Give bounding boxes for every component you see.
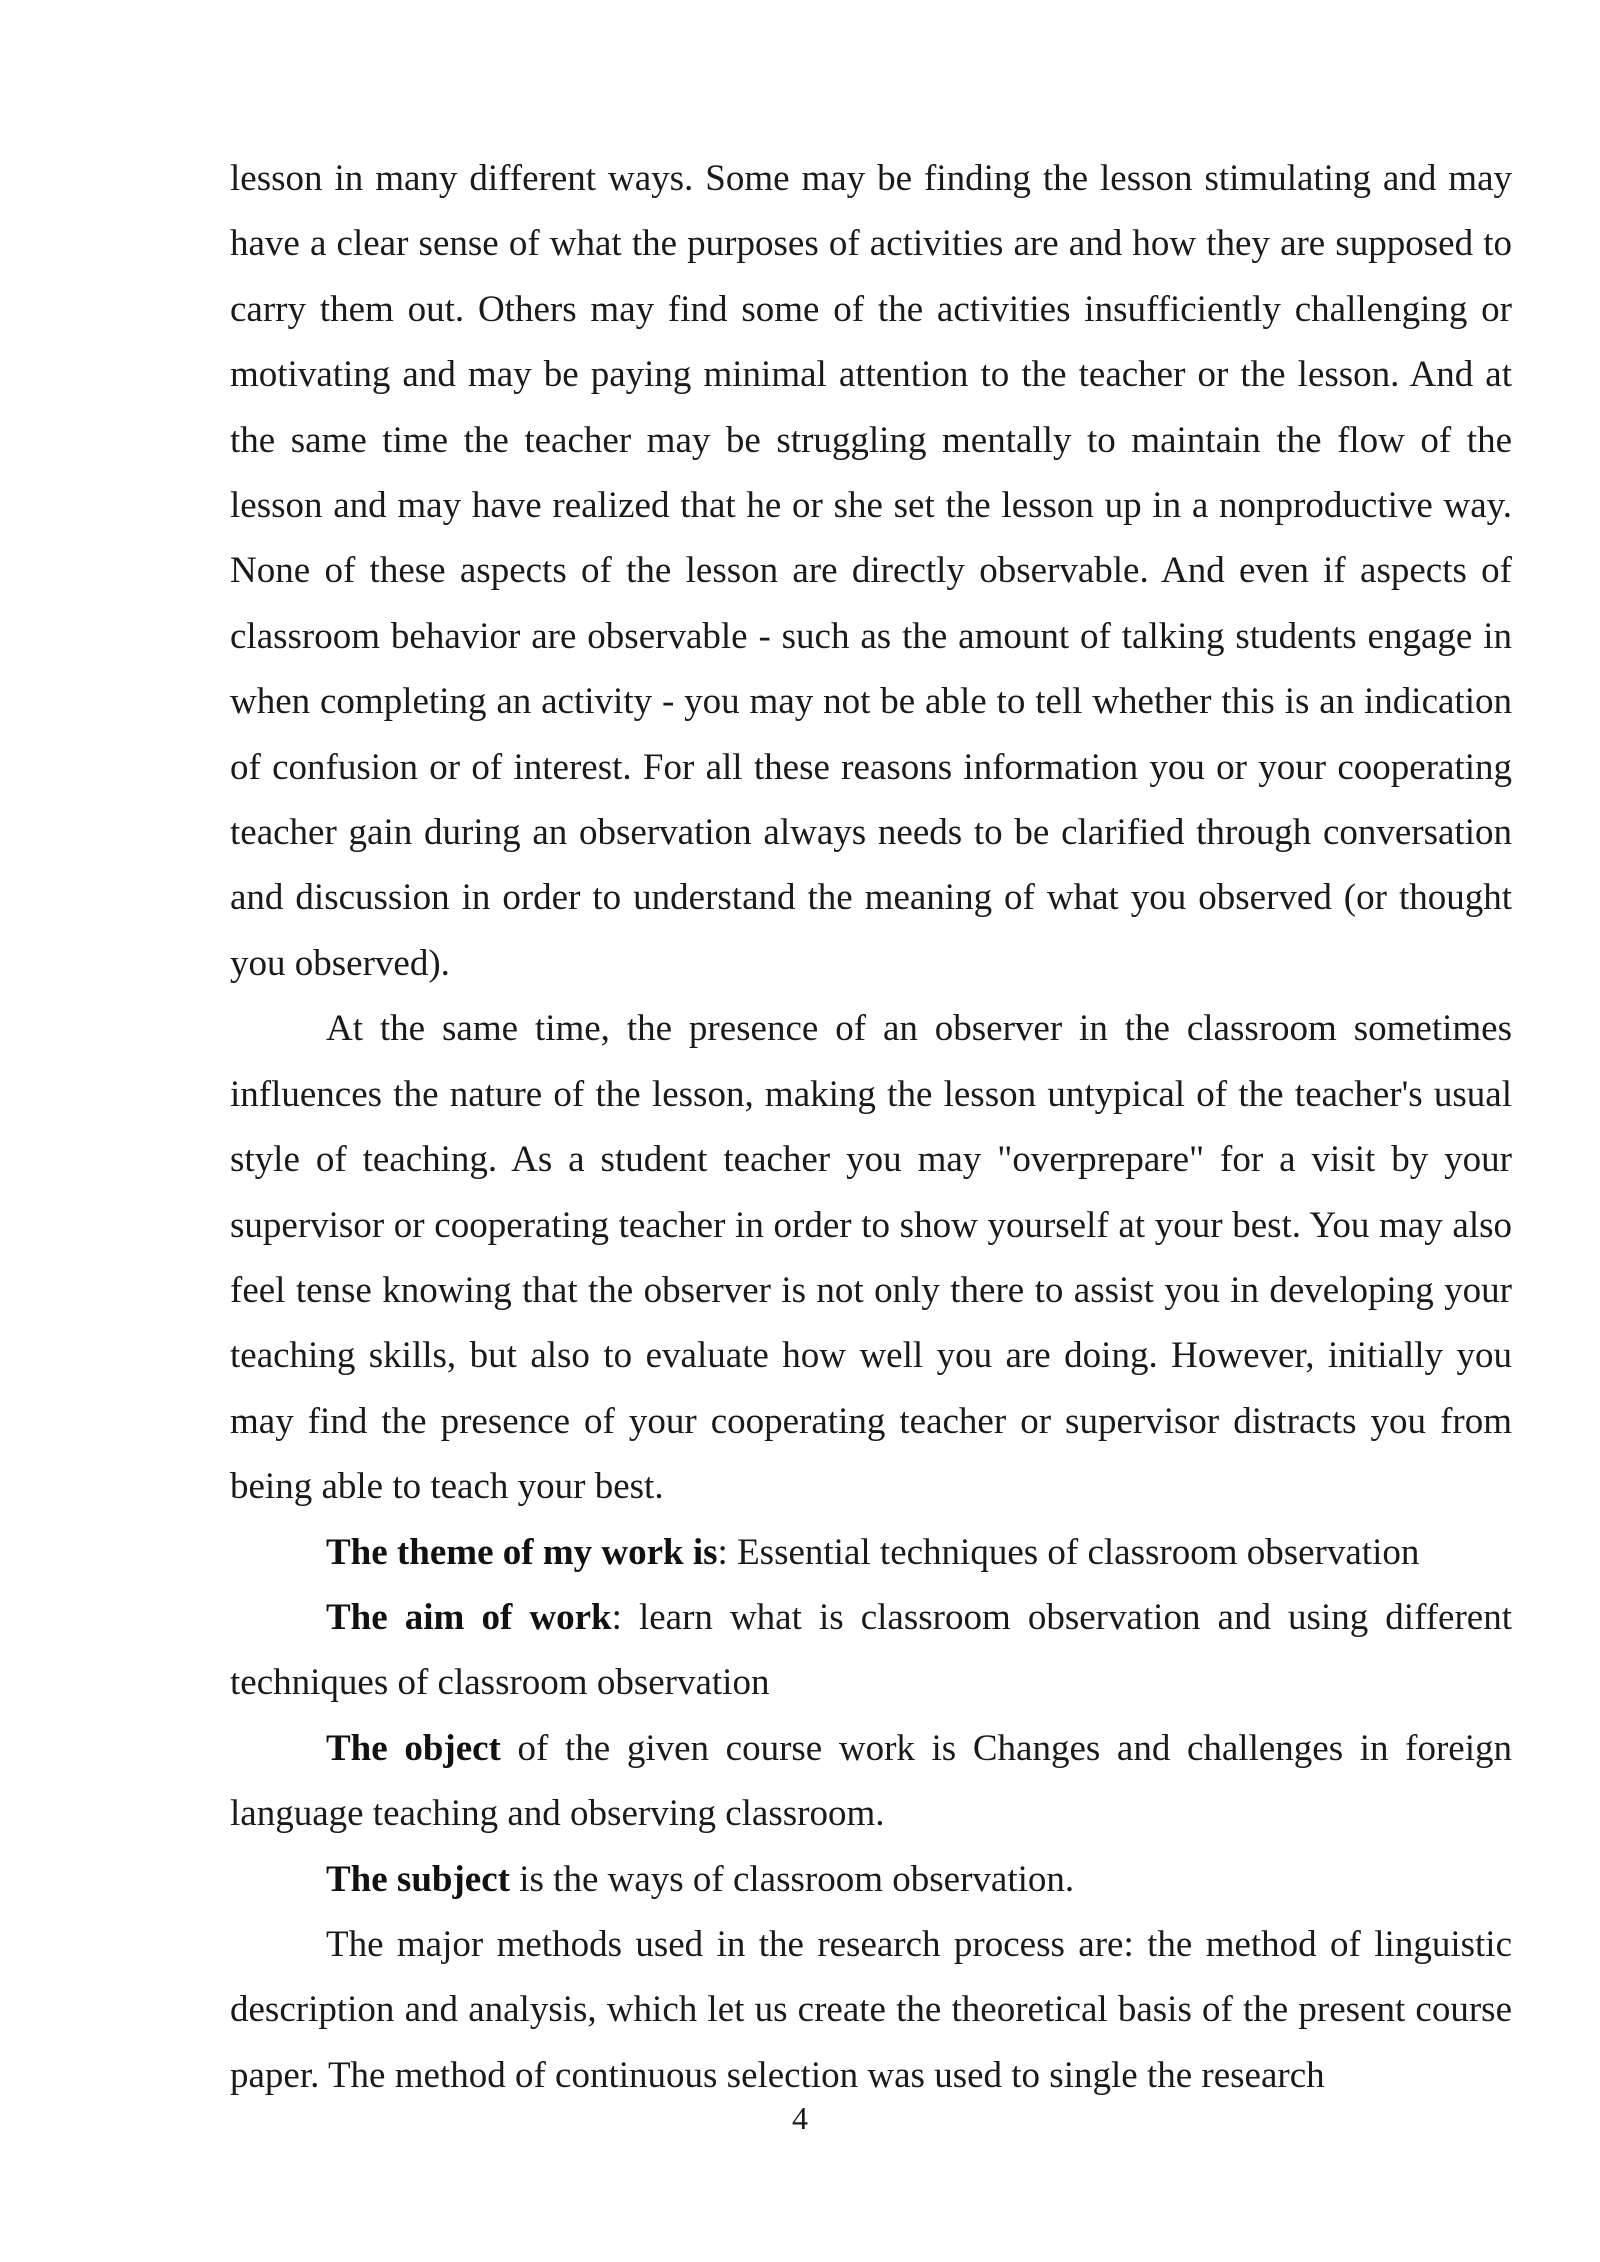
- paragraph-text: lesson in many different ways. Some may be finding the lesson stimulating and may have a clear sense of what the purposes of activities are and how they are supposed to carry them out. Others may find some of the activities insufficiently challenging or motivating and may be paying minimal attention to the teacher or the lesson. And at the same time the teacher may be struggling mentally to maintain the flow of the lesson and may have realized that he or she set the lesson up in a nonproductive way. None of these aspects of the lesson are directly observable. And even if aspects of classroom behavior are observable - such as the amount of talking students engage in when completing an activity - you may not be able to tell whether this is an indication of confusion or of interest. For all these reasons information you or your cooperating teacher gain during an observation always needs to be clarified through conversation and discussion in order to understand the meaning of what you observed (or thought you observed).: [230, 158, 1512, 984]
- subject-text: is the ways of classroom observation.: [509, 1858, 1075, 1900]
- paragraph-methods: [230, 1912, 1512, 2108]
- document-body: [230, 146, 1512, 2108]
- paragraph-observation-limits: [230, 146, 1512, 996]
- object-label: The object: [326, 1727, 501, 1769]
- paragraph-subject: [230, 1847, 1512, 1912]
- aim-label: The aim of work: [326, 1596, 612, 1638]
- paragraph-observer-presence: [230, 996, 1512, 1519]
- paragraph-aim: [230, 1585, 1512, 1716]
- theme-text: : Essential techniques of classroom observation: [717, 1531, 1420, 1573]
- theme-label: The theme of my work is: [326, 1531, 718, 1573]
- paragraph-text: At the same time, the presence of an observer in the classroom sometimes influences the nature of the lesson, making the lesson untypical of the teacher's usual style of teaching. As a student teacher you may "overprepare" for a visit by your supervisor or cooperating teacher in order to show yourself at your best. You may also feel tense knowing that the observer is not only there to assist you in developing your teaching skills, but also to evaluate how well you are doing. However, initially you may find the presence of your cooperating teacher or supervisor distracts you from being able to teach your best.: [230, 1008, 1512, 1508]
- subject-label: The subject: [326, 1858, 510, 1900]
- aim-text: : learn what is classroom observation and using different techniques of classroom observation: [230, 1596, 1513, 1704]
- paragraph-text: The major methods used in the research process are: the method of linguistic description and analysis, which let us create the theoretical basis of the present course paper. The method of continuous selection was used to single the research: [230, 1923, 1512, 2096]
- page-number: 4: [792, 2100, 808, 2136]
- paragraph-theme: [230, 1520, 1512, 1585]
- paragraph-object: [230, 1716, 1512, 1847]
- object-text: of the given course work is Changes and challenges in foreign language teaching and observing classroom.: [230, 1727, 1512, 1835]
